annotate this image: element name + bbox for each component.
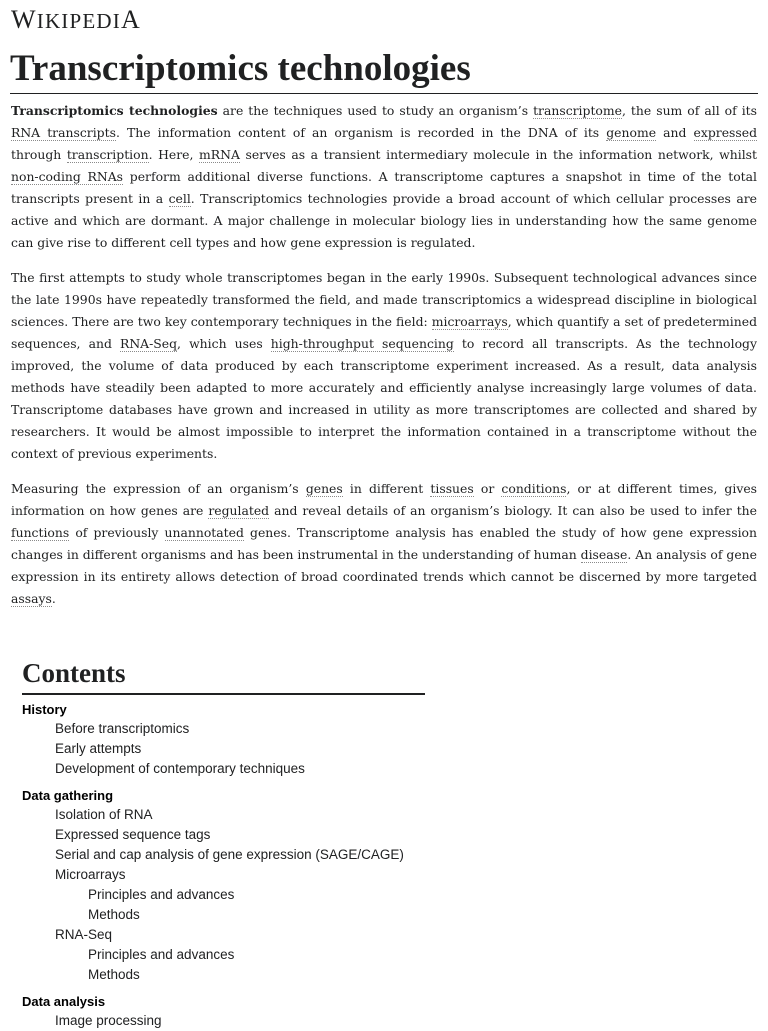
toc-subitem[interactable]: Principles and advances <box>88 947 235 962</box>
text-run: . The information content of an organism is recorded in the DNA of its <box>115 125 607 140</box>
text-run: Measuring the expression of an organism’s <box>11 481 306 496</box>
text-run: and reveal details of an organism’s biology. It can also be used to infer the <box>269 503 757 518</box>
link-non-coding-rnas[interactable]: non-coding RNAs <box>11 169 124 184</box>
link-cell[interactable]: cell <box>168 191 191 206</box>
toc-item[interactable]: Isolation of RNA <box>55 807 153 822</box>
page-title: Transcriptomics technologies <box>10 45 758 94</box>
link-genome[interactable]: genome <box>606 125 657 140</box>
text-run: genes. Transcriptome analysis has enabled the study of how gene expression changes in different organisms and has been instrumental in the understanding of human <box>11 525 758 562</box>
toc-item[interactable]: Early attempts <box>55 741 142 756</box>
toc-section-history[interactable]: History <box>22 702 67 717</box>
toc-subitem[interactable]: Methods <box>88 907 140 922</box>
toc-item[interactable]: RNA-Seq <box>55 927 113 942</box>
text-run: , or at different times, gives information on how genes are <box>11 481 758 518</box>
logo-letter-w: W <box>11 5 37 34</box>
text-run: to record all transcripts. As the technology improved, the volume of data produced by each transcriptome experiment increased. As a result, data analysis methods have steadily been adapted to more accurately and efficiently analyse increasingly large volumes of data. Transcriptome databases have grown and increased in utility as more transcriptomes are collected and shared by researchers. It would be almost impossible to interpret the information contained in a transcriptome without the context of previous experiments. <box>11 336 757 461</box>
toc-item[interactable]: Microarrays <box>55 867 126 882</box>
toc-section-data-gathering[interactable]: Data gathering <box>22 788 114 803</box>
toc-item[interactable]: Development of contemporary techniques <box>55 761 305 776</box>
table-of-contents <box>22 655 425 1031</box>
text-run: . <box>51 591 56 606</box>
link-rna-transcripts[interactable]: RNA transcripts <box>11 125 116 140</box>
article-body <box>11 100 757 623</box>
text-run: , which quantify a set of predetermined sequences, and <box>11 314 757 351</box>
link-transcription[interactable]: transcription <box>66 147 149 162</box>
text-run: . Transcriptomics technologies provide a broad account of which cellular processes are active and which are dormant. A major challenge in molecular biology lies in understanding how the same genome can give rise to different cell types and how gene expression is regulated. <box>11 191 757 250</box>
logo-letters: IKIPEDI <box>36 9 121 33</box>
text-run: serves as a transient intermediary molecule in the information network, whilst <box>239 147 757 162</box>
link-rna-seq[interactable]: RNA-Seq <box>119 336 178 351</box>
toc-item[interactable]: Serial and cap analysis of gene expression (SAGE/CAGE) <box>55 847 404 862</box>
intro-paragraph-3 <box>11 478 757 610</box>
text-run: perform additional diverse functions. A transcriptome captures a snapshot in time of the total transcripts present in a <box>11 169 757 206</box>
text-run: are the techniques used to study an organism’s <box>217 103 534 118</box>
wikipedia-logo[interactable] <box>11 6 141 35</box>
link-regulated[interactable]: regulated <box>208 503 270 518</box>
text-run: in different <box>342 481 431 496</box>
text-run: of previously <box>69 525 165 540</box>
toc-subitem[interactable]: Methods <box>88 967 140 982</box>
text-run: or <box>473 481 502 496</box>
text-run: . An analysis of gene expression in its entirety allows detection of broad coordinated trends which cannot be discerned by more targeted <box>11 547 757 584</box>
link-high-throughput-sequencing[interactable]: high-throughput sequencing <box>270 336 454 351</box>
intro-paragraph-2 <box>11 267 757 465</box>
text-run: . Here, <box>148 147 200 162</box>
link-disease[interactable]: disease <box>580 547 628 562</box>
link-conditions[interactable]: conditions <box>501 481 567 496</box>
toc-list <box>22 700 425 1031</box>
toc-item[interactable]: Image processing <box>55 1013 162 1028</box>
link-unannotated[interactable]: unannotated <box>164 525 244 540</box>
link-expressed[interactable]: expressed <box>693 125 758 140</box>
toc-subitem[interactable]: Principles and advances <box>88 887 235 902</box>
link-microarrays[interactable]: microarrays <box>431 314 508 329</box>
link-assays[interactable]: assays <box>11 591 52 606</box>
link-transcriptome[interactable]: transcriptome <box>533 103 622 118</box>
text-run: , which uses <box>177 336 271 351</box>
toc-item[interactable]: Before transcriptomics <box>55 721 190 736</box>
logo-letter-a: A <box>120 5 141 34</box>
lead-term: Transcriptomics technologies <box>11 103 218 118</box>
text-run: , the sum of all of its <box>621 103 758 118</box>
text-run: through <box>11 147 67 162</box>
link-genes[interactable]: genes <box>305 481 343 496</box>
toc-section-data-analysis[interactable]: Data analysis <box>22 994 106 1009</box>
link-tissues[interactable]: tissues <box>430 481 474 496</box>
toc-heading: Contents <box>22 655 425 695</box>
text-run: The first attempts to study whole transcriptomes began in the early 1990s. Subsequent technological advances since the late 1990s have repeatedly transformed the field, and made transcriptomics a widespread discipline in biological sciences. There are two key contemporary techniques in the field: <box>11 270 757 329</box>
intro-paragraph-1 <box>11 100 757 254</box>
link-mrna[interactable]: mRNA <box>199 147 240 162</box>
text-run: and <box>656 125 694 140</box>
link-functions[interactable]: functions <box>11 525 70 540</box>
toc-item[interactable]: Expressed sequence tags <box>55 827 211 842</box>
